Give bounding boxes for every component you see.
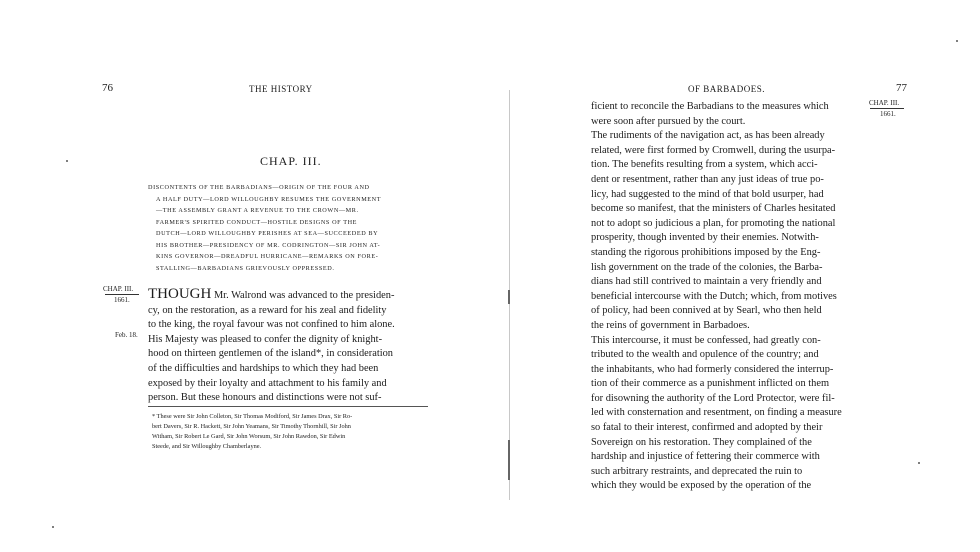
body-line: lish government on the trade of the colonies, the Barba-	[591, 261, 823, 273]
body-line: such arbitrary restraints, and deprecated the ruin to	[591, 465, 803, 477]
argument-line: KINS GOVERNOR—DREADFUL HURRICANE—REMARKS ON FORE-	[156, 253, 379, 260]
body-line: exposed by their loyalty and attachment to his family and	[148, 377, 387, 389]
body-line: for disowning the authority of the Lord Protector, were fil-	[591, 392, 835, 404]
margin-note-rule	[105, 294, 139, 295]
body-line: prosperity, though invented by their enemies. Notwith-	[591, 232, 819, 244]
gutter-mark	[508, 290, 510, 304]
body-line: to the king, the royal favour was not confined to him alone.	[148, 319, 395, 331]
scan-speck	[918, 462, 920, 464]
body-line: led with consternation and resentment, on finding a measure	[591, 407, 842, 419]
margin-chapter-note: CHAP. III.	[869, 99, 900, 107]
scan-speck	[52, 526, 54, 528]
argument-line: A HALF DUTY—LORD WILLOUGHBY RESUMES THE GOVERNMENT	[156, 195, 382, 203]
first-line-rest: Mr. Walrond was advanced to the presiden-	[213, 290, 395, 301]
body-line: hood on thirteen gentlemen of the island*, in consideration	[148, 348, 393, 360]
body-line: the inhabitants, who had formerly considered the interrup-	[591, 363, 834, 375]
argument-line: DISCONTENTS OF THE BARBADIANS—ORIGIN OF THE FOUR AND	[148, 184, 370, 191]
left-running-head: THE HISTORY	[249, 84, 313, 94]
margin-year-note: 1661.	[114, 296, 130, 304]
footnote-line: bert Davers, Sir R. Hackett, Sir John Yeamans, Sir Timothy Thornhill, Sir John	[152, 423, 351, 430]
left-page-number: 76	[102, 82, 113, 94]
footnote-line: Witham, Sir Robert Le Gard, Sir John Worsum, Sir John Rawdon, Sir Edwin	[152, 433, 346, 440]
body-line: become so manifest, that the ministers of Charles hesitated	[591, 203, 836, 215]
body-line: not to adopt so judicious a plan, for promoting the national	[591, 217, 836, 229]
footnote	[152, 412, 432, 452]
body-line: cy, on the restoration, as a reward for his zeal and fidelity	[148, 304, 387, 316]
body-line: dians had still contrived to maintain a very friendly and	[591, 276, 822, 288]
body-line: the reins of government in Barbadoes.	[591, 319, 750, 331]
right-running-head: OF BARBADOES.	[688, 84, 766, 94]
body-line: This intercourse, it must be confessed, had greatly con-	[591, 334, 821, 346]
argument-line: DUTCH—LORD WILLOUGHBY PERISHES AT SEA—SUCCEEDED BY	[156, 230, 379, 237]
scan-speck	[956, 40, 958, 42]
body-line: related, were first formed by Cromwell, during the usurpa-	[591, 144, 836, 156]
chapter-title: CHAP. III.	[260, 154, 322, 168]
body-line: person. But these honours and distinctions were not suf-	[148, 392, 382, 404]
argument-line: —THE ASSEMBLY GRANT A REVENUE TO THE CROWN—MR.	[156, 207, 359, 214]
body-line: of policy, had been connived at by Searl, who then held	[591, 305, 822, 317]
footnote-line: Steede, and Sir Willoughby Chamberlayne.	[152, 443, 262, 450]
right-page-number: 77	[896, 82, 907, 94]
body-line: dent or resentment, rather than any just ideas of true po-	[591, 173, 824, 185]
body-line: tion. The benefits resulting from a system, which acci-	[591, 159, 818, 171]
margin-date-note: Feb. 18.	[115, 331, 138, 339]
body-line: ficient to reconcile the Barbadians to the measures which	[591, 101, 829, 112]
body-line: His Majesty was pleased to confer the dignity of knight-	[148, 333, 383, 345]
body-line: beneficial intercourse with the Dutch; which, from motives	[591, 290, 837, 302]
margin-chapter-note: CHAP. III.	[103, 285, 134, 293]
left-body-text	[148, 287, 431, 406]
body-line: Sovereign on his restoration. They complained of the	[591, 436, 812, 448]
body-line: licy, had suggested to the mind of that bold usurper, had	[591, 188, 824, 200]
scan-speck	[66, 160, 68, 162]
gutter-mark	[508, 440, 510, 480]
chapter-argument	[148, 182, 431, 274]
body-line: were soon after pursued by the court.	[591, 115, 746, 127]
margin-year-note: 1661.	[880, 110, 896, 118]
body-line: of the difficulties and hardships to which they had been	[148, 362, 379, 374]
argument-line: HIS BROTHER—PRESIDENCY OF MR. CODRINGTON—SIR JOHN AT-	[156, 241, 381, 249]
argument-line: FARMER'S SPIRITED CONDUCT—HOSTILE DESIGNS OF THE	[156, 218, 358, 226]
footnote-line: * These were Sir John Colleton, Sir Thomas Modiford, Sir James Drax, Sir Ro-	[152, 413, 353, 420]
argument-line: STALLING—BARBADIANS GRIEVOUSLY OPPRESSED.	[156, 264, 335, 272]
right-body-text	[591, 100, 876, 494]
body-line: tion of their commerce as a punishment inflicted on them	[591, 378, 830, 390]
body-first-line	[148, 287, 431, 304]
drop-cap-word: THOUGH	[148, 286, 212, 302]
footnote-rule	[148, 406, 428, 407]
body-line: which they would be exposed by the operation of the	[591, 480, 812, 492]
body-line: The rudiments of the navigation act, as has been already	[591, 130, 825, 142]
body-line: tributed to the wealth and opulence of the country; and	[591, 349, 819, 361]
body-line: so fatal to their interest, confirmed and adopted by their	[591, 422, 823, 434]
body-line: hardship and injustice of fettering their commerce with	[591, 451, 820, 463]
body-line: standing the rigorous prohibitions imposed by the Eng-	[591, 246, 821, 258]
